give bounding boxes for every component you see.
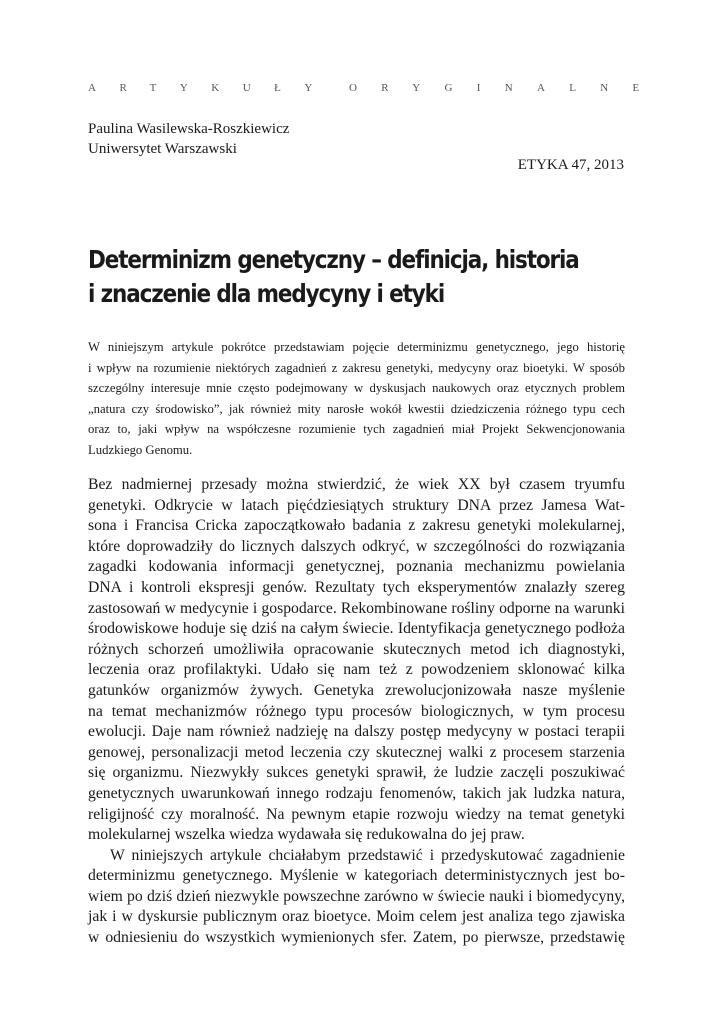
body-line: molekularnej wszelka wiedza wydawała się redukowalna do jej praw. xyxy=(88,826,525,844)
abstract-line: szczególny interesuje mnie często podejmowany w dyskusjach naukowych oraz etycznych problem xyxy=(88,381,625,395)
body-line: w odniesieniu do wszystkich wymienionych sfer. Zatem, po pierwsze, przedstawię xyxy=(88,929,625,947)
body-line: jak i w dyskursie publicznym oraz bioetyce. Moim celem jest analiza tego zjawiska xyxy=(88,908,625,926)
section-header-word-2: ORYGINALNE xyxy=(349,82,664,94)
author-block xyxy=(88,119,289,159)
journal-citation: ETYKA 47, 2013 xyxy=(517,157,624,173)
body-line: ewolucji. Daje nam również nadzieję na dalszy postęp medycyny w postaci terapii xyxy=(88,723,625,741)
body-line: gatunków organizmów żywych. Genetyka zrewolucjonizowała nasze myślenie xyxy=(88,681,625,699)
body-line: wiem po dziś dzień niezwykle powszechne zarówno w świecie nauki i biomedycyny, xyxy=(88,887,625,905)
body-line: determinizmu genetycznego. Myślenie w kategoriach deterministycznych jest bo- xyxy=(88,867,625,885)
body-line: leczenia oraz profilaktyki. Udało się nam też z powodzeniem sklonować kilka xyxy=(88,661,625,679)
abstract-line: „natura czy środowisko”, jak również mity narosłe wokół kwestii dziedziczenia różnego typu cech xyxy=(88,401,625,416)
abstract-line: W niniejszym artykule pokrótce przedstawiam pojęcie determinizmu genetycznego, jego historię xyxy=(88,340,625,354)
body-line: sona i Francisa Cricka zapoczątkowało badania z zakresu genetyki molekularnej, xyxy=(88,517,625,535)
body-line: które doprowadziły do licznych dalszych odkryć, w szczególności do rozwiązania xyxy=(88,537,625,555)
section-header-word-1: ARTYKUŁY xyxy=(88,82,336,94)
author-affiliation: Uniwersytet Warszawski xyxy=(88,141,237,157)
author-name: Paulina Wasilewska-Roszkiewicz xyxy=(88,121,290,137)
abstract-line: Ludzkiego Genomu. xyxy=(88,442,193,457)
abstract xyxy=(88,337,625,460)
body-line: Bez nadmiernej przesady można stwierdzić, że wiek XX był czasem tryumfu xyxy=(88,476,625,493)
body-line: genetycznych uwarunkowań innego rodzaju fenomenów, takich jak ludzka natura, xyxy=(88,784,625,802)
body-line: różnych schorzeń umożliwiła opracowanie skutecznych metod ich diagnostyki, xyxy=(88,640,625,658)
body-line: religijność czy moralność. Na pewnym etapie rozwoju wiedzy na temat genetyki xyxy=(88,805,625,823)
body-line: środowiskowe hoduje się dziś na całym świecie. Identyfikacja genetycznego podłoża xyxy=(88,620,625,638)
body-line: zastosowań w medycynie i gospodarce. Rekombinowane rośliny odporne na warunki xyxy=(88,599,625,617)
body-line: W niniejszych artykule chciałabym przedstawić i przedyskutować zagadnienie xyxy=(110,846,625,864)
body-line: na temat mechanizmów różnego typu procesów biologicznych, w tym procesu xyxy=(88,702,625,720)
article-title-line: Determinizm genetyczny – definicja, historia xyxy=(88,245,579,274)
body-line: się organizmu. Niezwykły sukces genetyki sprawił, że ludzie zaczęli poszukiwać xyxy=(88,764,625,782)
article-title-line: i znaczenie dla medycyny i etyki xyxy=(88,279,445,308)
abstract-line: oraz to, jaki wpływ na współczesne rozumienie tych zagadnień miał Projekt Sekwencjonowania xyxy=(88,422,625,436)
body-text xyxy=(88,475,625,949)
abstract-line: i wpływ na rozumienie niektórych zagadnień z zakresu genetyki, medycyny oraz bioetyki. W sposób xyxy=(88,360,625,375)
body-line: genetyki. Odkrycie w latach pięćdziesiątych struktury DNA przez Jamesa Wat- xyxy=(88,496,625,514)
body-line: zagadki kodowania informacji genetycznej, poznania mechanizmu powielania xyxy=(88,558,625,576)
body-line: DNA i kontroli ekspresji genów. Rezultaty tych eksperymentów znalazły szereg xyxy=(88,578,625,596)
body-line: genowej, personalizacji metod leczenia czy skutecznej walki z procesem starzenia xyxy=(88,743,625,761)
article-title xyxy=(88,243,579,311)
